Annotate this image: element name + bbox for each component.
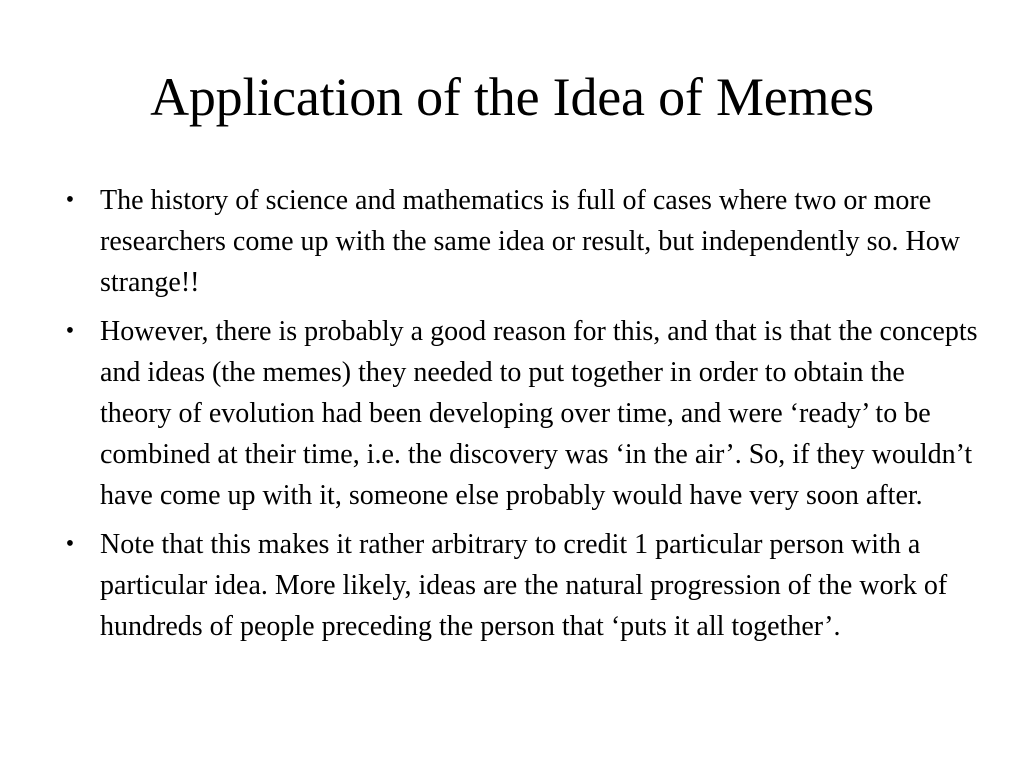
bullet-icon: •	[65, 187, 75, 213]
bullet-list	[65, 180, 980, 655]
bullet-icon: •	[65, 531, 75, 557]
slide-title: Application of the Idea of Memes	[150, 67, 874, 127]
bullet-text: However, there is probably a good reason for this, and that is that the concepts and ideas (the memes) they needed to put together in order to obtain the theory of evolution had been developing over time, and were ‘ready’ to be combined at their time, i.e. the discovery was ‘in the air’. So, if they wouldn’t have come up with it, someone else probably would have very soon after.	[100, 316, 978, 511]
bullet-item	[65, 311, 980, 516]
bullet-text: Note that this makes it rather arbitrary to credit 1 particular person with a particular idea. More likely, ideas are the natural progression of the work of hundreds of people preceding the person that ‘puts it all together’.	[100, 529, 948, 642]
bullet-item	[65, 524, 980, 647]
bullet-icon: •	[65, 318, 75, 344]
bullet-item	[65, 180, 980, 303]
bullet-text: The history of science and mathematics is full of cases where two or more researchers come up with the same idea or result, but independently so. How strange!!	[100, 185, 960, 298]
